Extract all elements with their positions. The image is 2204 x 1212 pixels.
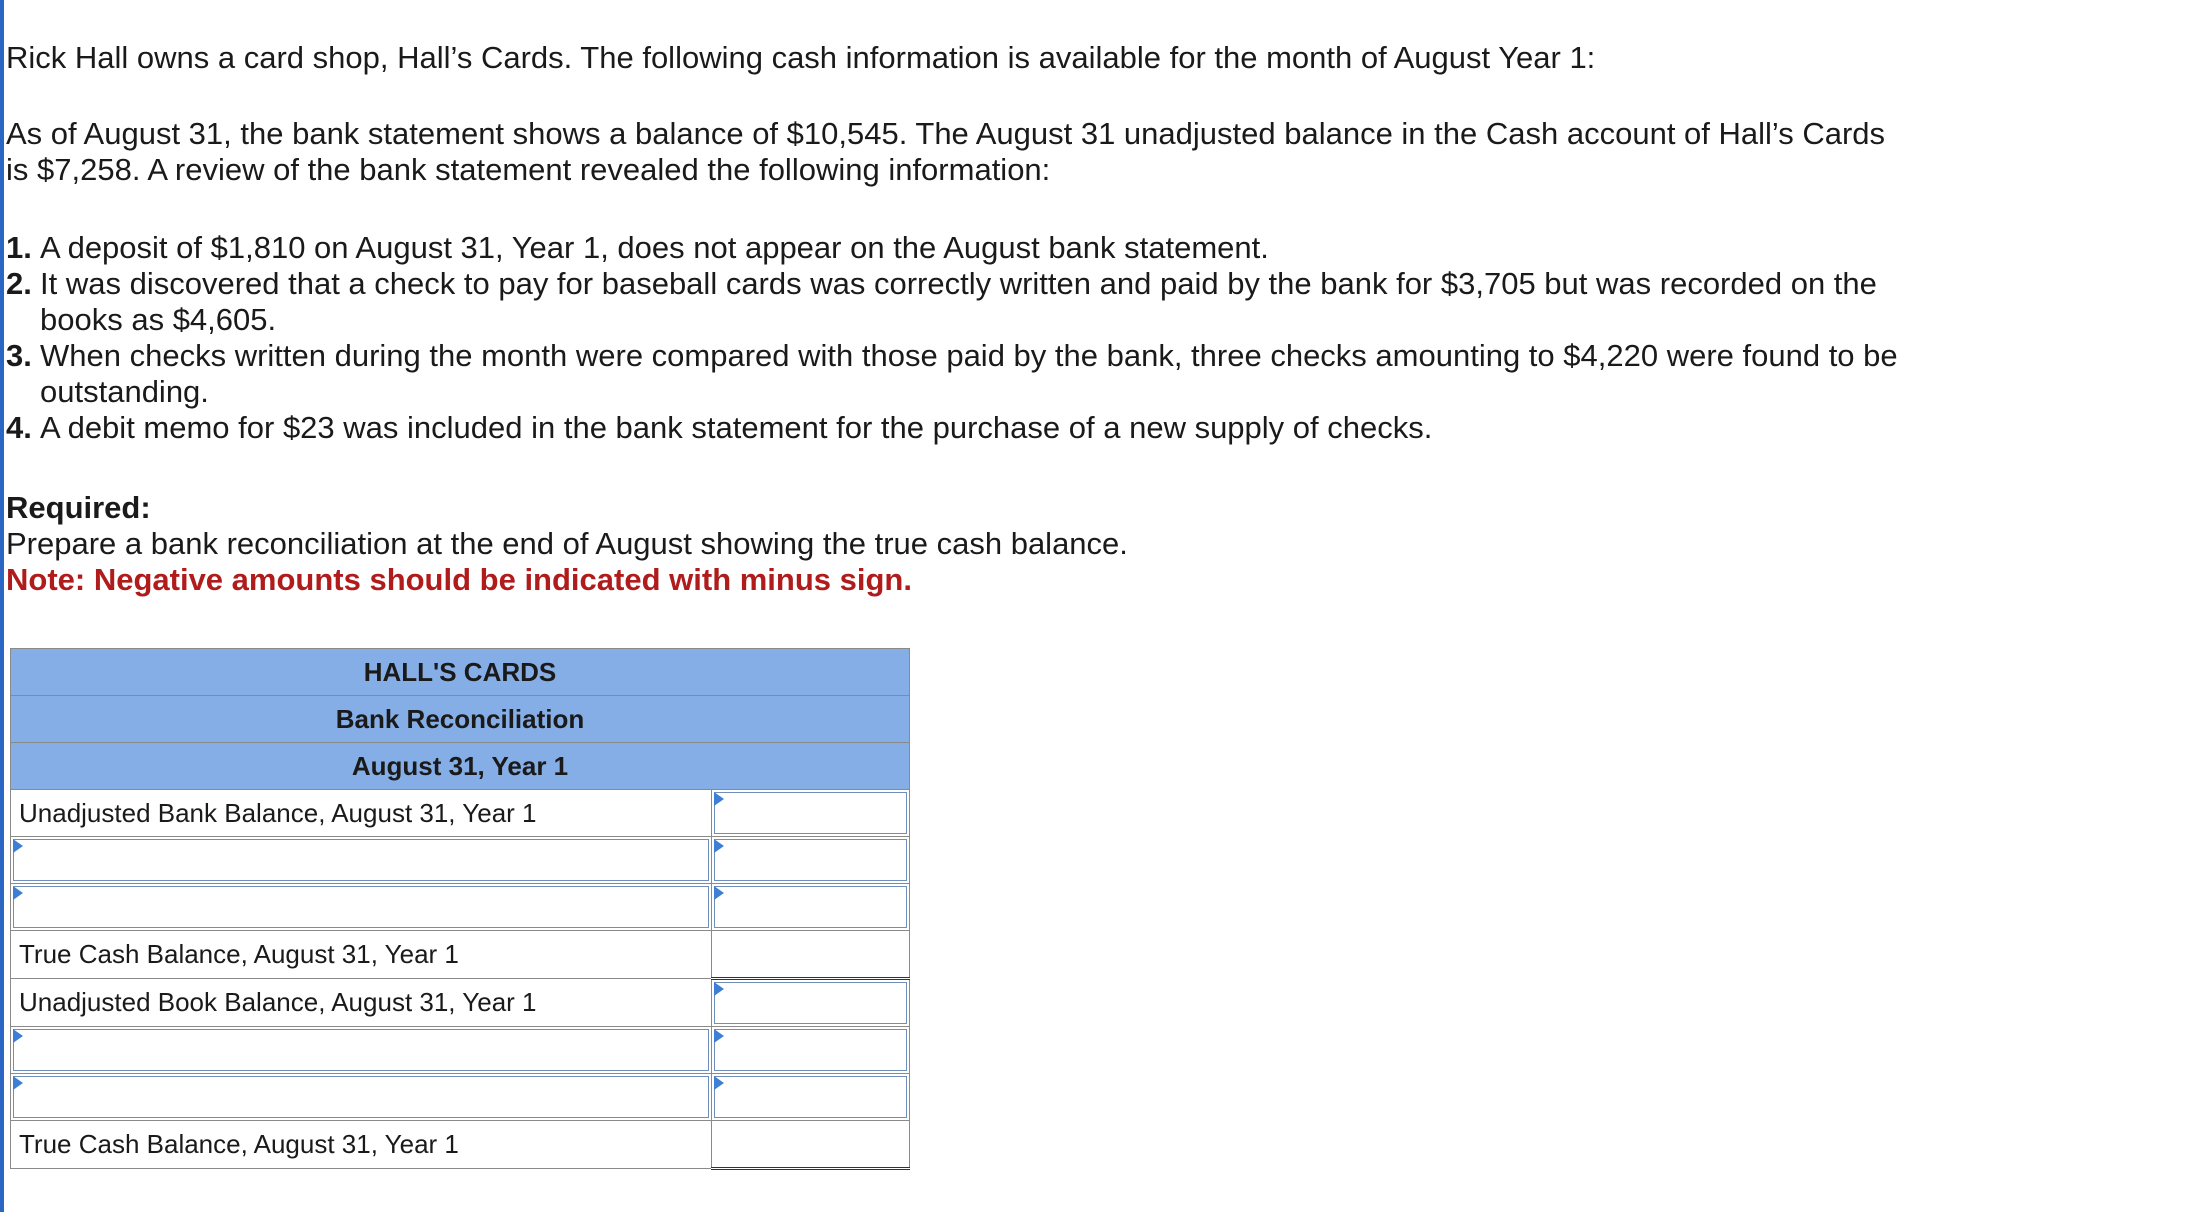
table-header-row xyxy=(11,696,910,743)
true-cash-balance-book-total xyxy=(711,1121,909,1169)
dropdown-marker-icon xyxy=(714,886,724,900)
bank-adjustment-amount-input-1[interactable] xyxy=(711,837,909,884)
negative-amount-note: Note: Negative amounts should be indicated with minus sign. xyxy=(6,562,912,597)
dropdown-marker-icon xyxy=(13,1029,23,1043)
table-row xyxy=(11,1121,910,1169)
dropdown-marker-icon xyxy=(714,1029,724,1043)
required-title: Required: xyxy=(6,490,151,525)
table-row xyxy=(11,884,910,931)
dropdown-marker-icon xyxy=(714,792,724,806)
list-item xyxy=(6,410,1946,446)
bank-adjustment-label-input-2[interactable] xyxy=(11,884,712,931)
true-cash-balance-bank-label: True Cash Balance, August 31, Year 1 xyxy=(11,931,712,979)
dropdown-marker-icon xyxy=(13,886,23,900)
table-row xyxy=(11,1074,910,1121)
list-item xyxy=(6,338,1946,410)
table-row xyxy=(11,790,910,837)
true-cash-balance-book-label: True Cash Balance, August 31, Year 1 xyxy=(11,1121,712,1169)
information-list xyxy=(6,230,1946,446)
dropdown-marker-icon xyxy=(714,839,724,853)
left-border-rule xyxy=(0,0,4,1212)
unadjusted-bank-balance-input[interactable] xyxy=(711,790,909,837)
table-row xyxy=(11,931,910,979)
unadjusted-book-balance-label: Unadjusted Book Balance, August 31, Year 1 xyxy=(11,979,712,1027)
list-item xyxy=(6,230,1946,266)
item-number: 3. xyxy=(6,338,32,373)
item-text: A debit memo for $23 was included in the bank statement for the purchase of a new supply of checks. xyxy=(40,410,1433,445)
true-cash-balance-bank-total xyxy=(711,931,909,979)
book-adjustment-label-input-2[interactable] xyxy=(11,1074,712,1121)
book-adjustment-amount-input-2[interactable] xyxy=(711,1074,909,1121)
book-adjustment-amount-input-1[interactable] xyxy=(711,1027,909,1074)
item-number: 1. xyxy=(6,230,32,265)
item-text: When checks written during the month were compared with those paid by the bank, three checks amounting to $4,220 were found to be outstanding. xyxy=(40,338,1898,409)
bank-adjustment-amount-input-2[interactable] xyxy=(711,884,909,931)
dropdown-marker-icon xyxy=(714,1076,724,1090)
intro-text: Rick Hall owns a card shop, Hall’s Cards. The following cash information is available for the month of August Year 1: xyxy=(6,40,1596,75)
scenario-paragraph: As of August 31, the bank statement shows a balance of $10,545. The August 31 unadjusted balance in the Cash account of Hall’s Cards is $7,258. A review of the bank statement revealed the following information: xyxy=(6,116,1886,187)
statement-date-header: August 31, Year 1 xyxy=(11,743,910,790)
item-text: A deposit of $1,810 on August 31, Year 1, does not appear on the August bank statement. xyxy=(40,230,1269,265)
required-instruction: Prepare a bank reconciliation at the end of August showing the true cash balance. xyxy=(6,526,1128,561)
table-row xyxy=(11,837,910,884)
item-number: 4. xyxy=(6,410,32,445)
required-section xyxy=(6,490,1128,598)
unadjusted-bank-balance-label: Unadjusted Bank Balance, August 31, Year 1 xyxy=(11,790,712,837)
bank-adjustment-label-input-1[interactable] xyxy=(11,837,712,884)
table-row xyxy=(11,979,910,1027)
dropdown-marker-icon xyxy=(13,839,23,853)
list-item xyxy=(6,266,1946,338)
item-text: It was discovered that a check to pay for baseball cards was correctly written and paid by the bank for $3,705 but was recorded on the books as $4,605. xyxy=(40,266,1877,337)
statement-title-header: Bank Reconciliation xyxy=(11,696,910,743)
book-adjustment-label-input-1[interactable] xyxy=(11,1027,712,1074)
item-number: 2. xyxy=(6,266,32,301)
unadjusted-book-balance-input[interactable] xyxy=(711,979,909,1027)
bank-reconciliation-table xyxy=(10,648,910,1170)
company-name-header: HALL'S CARDS xyxy=(11,649,910,696)
dropdown-marker-icon xyxy=(714,982,724,996)
table-header-row xyxy=(11,649,910,696)
dropdown-marker-icon xyxy=(13,1076,23,1090)
table-header-row xyxy=(11,743,910,790)
table-row xyxy=(11,1027,910,1074)
